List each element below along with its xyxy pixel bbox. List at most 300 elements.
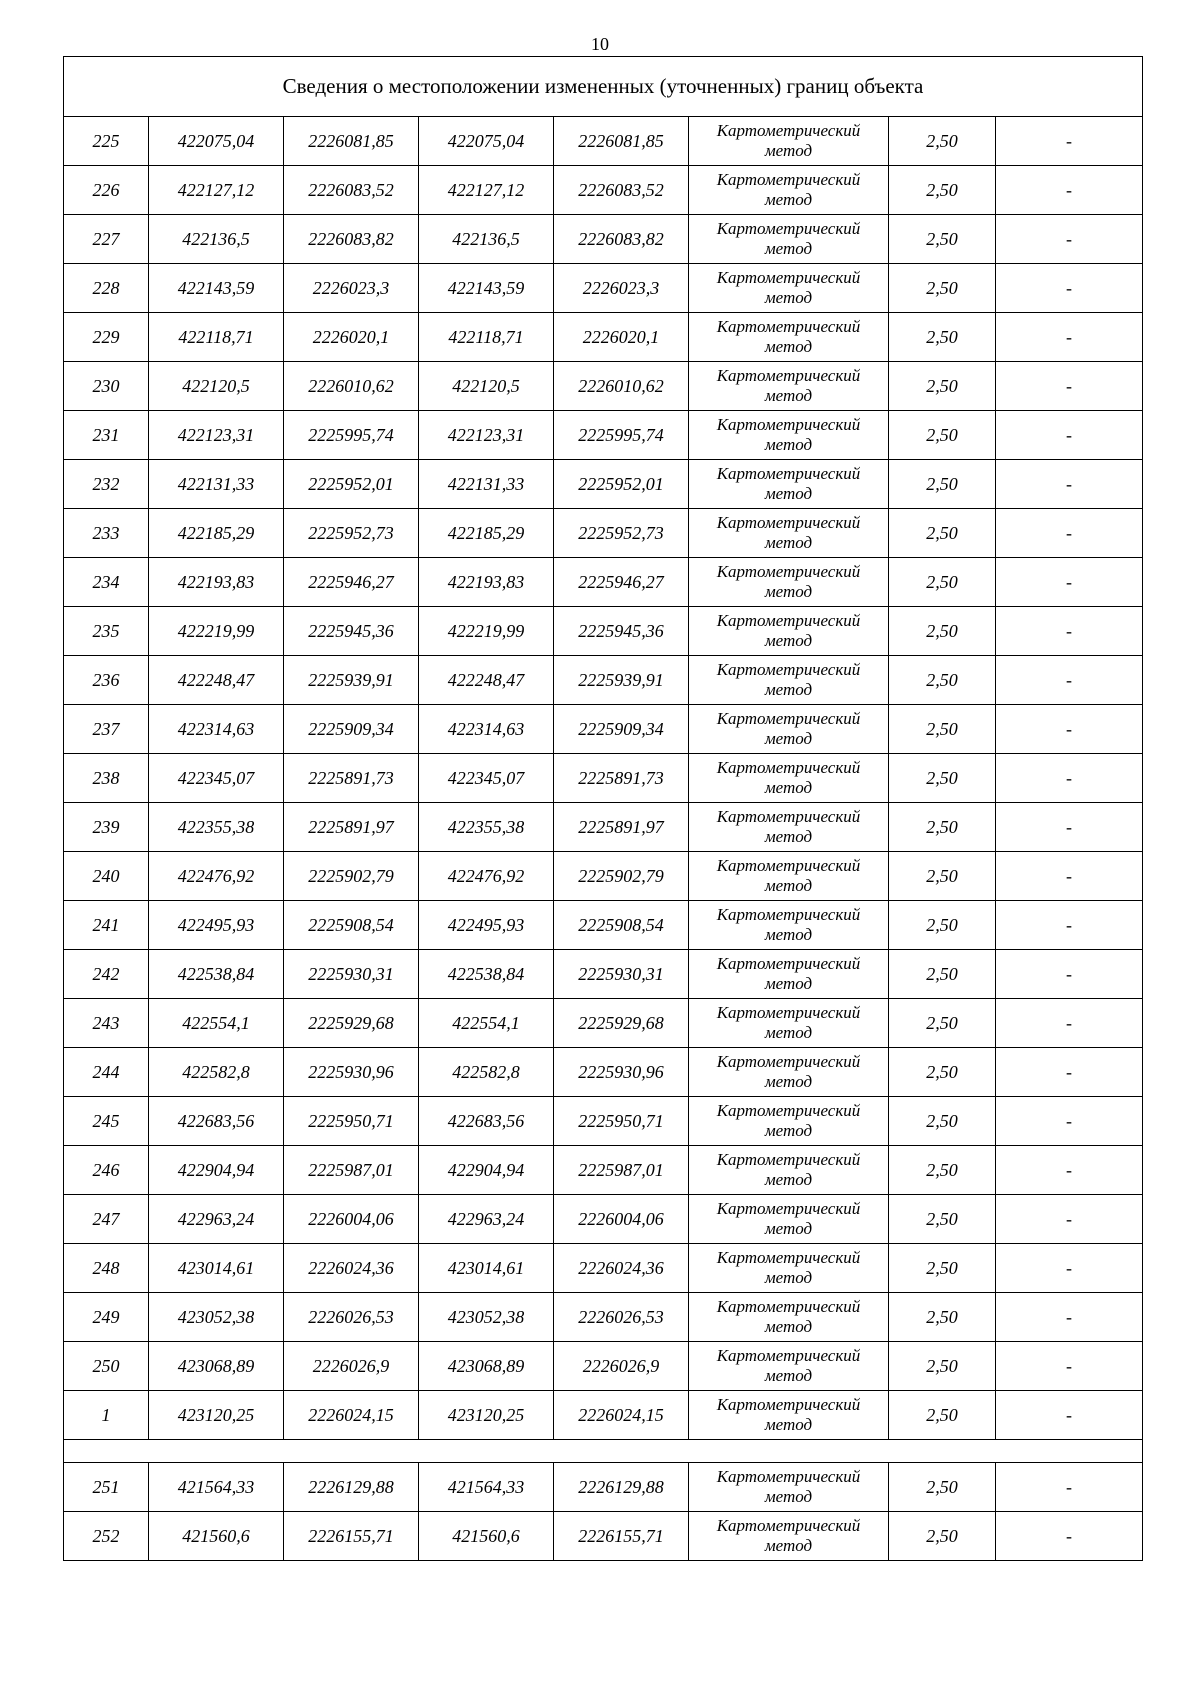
note-cell: - — [996, 852, 1143, 901]
x-existing-cell: 422345,07 — [149, 754, 284, 803]
method-line1: Картометрический — [716, 1150, 861, 1169]
method-cell — [689, 362, 889, 411]
method-cell — [689, 460, 889, 509]
accuracy-cell: 2,50 — [889, 999, 996, 1048]
y-existing-cell: 2226024,36 — [284, 1244, 419, 1293]
table-row — [64, 1048, 1143, 1097]
table-row — [64, 607, 1143, 656]
method-line1: Картометрический — [716, 1248, 861, 1267]
method-cell — [689, 852, 889, 901]
y-refined-cell: 2225946,27 — [554, 558, 689, 607]
table-row — [64, 950, 1143, 999]
table-row — [64, 1391, 1143, 1440]
accuracy-cell: 2,50 — [889, 754, 996, 803]
method-line1: Картометрический — [716, 807, 861, 826]
method-line1: Картометрический — [716, 121, 861, 140]
note-cell: - — [996, 1342, 1143, 1391]
y-refined-cell: 2225939,91 — [554, 656, 689, 705]
y-refined-cell: 2225902,79 — [554, 852, 689, 901]
x-existing-cell: 423068,89 — [149, 1342, 284, 1391]
note-cell: - — [996, 1048, 1143, 1097]
method-line2: метод — [764, 337, 813, 356]
method-line2: метод — [764, 680, 813, 699]
point-number-cell: 226 — [64, 166, 149, 215]
y-existing-cell: 2226083,52 — [284, 166, 419, 215]
note-cell: - — [996, 705, 1143, 754]
x-refined-cell: 422248,47 — [419, 656, 554, 705]
point-number-cell: 225 — [64, 117, 149, 166]
note-cell: - — [996, 950, 1143, 999]
method-line1: Картометрический — [716, 611, 861, 630]
y-refined-cell: 2226026,9 — [554, 1342, 689, 1391]
accuracy-cell: 2,50 — [889, 1097, 996, 1146]
method-line1: Картометрический — [716, 1003, 861, 1022]
x-refined-cell: 422136,5 — [419, 215, 554, 264]
accuracy-cell: 2,50 — [889, 264, 996, 313]
y-refined-cell: 2225950,71 — [554, 1097, 689, 1146]
table-row — [64, 362, 1143, 411]
method-line2: метод — [764, 190, 813, 209]
method-line1: Картометрический — [716, 758, 861, 777]
y-refined-cell: 2225891,97 — [554, 803, 689, 852]
accuracy-cell: 2,50 — [889, 558, 996, 607]
note-cell: - — [996, 1097, 1143, 1146]
x-existing-cell: 422219,99 — [149, 607, 284, 656]
point-number-cell: 227 — [64, 215, 149, 264]
y-existing-cell: 2225909,34 — [284, 705, 419, 754]
y-existing-cell: 2225987,01 — [284, 1146, 419, 1195]
accuracy-cell: 2,50 — [889, 117, 996, 166]
accuracy-cell: 2,50 — [889, 950, 996, 999]
y-existing-cell: 2225939,91 — [284, 656, 419, 705]
y-refined-cell: 2225930,96 — [554, 1048, 689, 1097]
y-refined-cell: 2225891,73 — [554, 754, 689, 803]
accuracy-cell: 2,50 — [889, 313, 996, 362]
y-existing-cell: 2226026,9 — [284, 1342, 419, 1391]
point-number-cell: 229 — [64, 313, 149, 362]
note-cell: - — [996, 901, 1143, 950]
method-line1: Картометрический — [716, 1467, 861, 1486]
accuracy-cell: 2,50 — [889, 1512, 996, 1561]
table-row — [64, 1195, 1143, 1244]
accuracy-cell: 2,50 — [889, 803, 996, 852]
method-cell — [689, 1391, 889, 1440]
y-existing-cell: 2225952,73 — [284, 509, 419, 558]
point-number-cell: 249 — [64, 1293, 149, 1342]
method-cell — [689, 901, 889, 950]
method-cell — [689, 215, 889, 264]
x-refined-cell: 422904,94 — [419, 1146, 554, 1195]
accuracy-cell: 2,50 — [889, 1244, 996, 1293]
table-row — [64, 215, 1143, 264]
y-refined-cell: 2226129,88 — [554, 1463, 689, 1512]
method-line1: Картометрический — [716, 1346, 861, 1365]
method-line2: метод — [764, 1023, 813, 1042]
y-refined-cell: 2225930,31 — [554, 950, 689, 999]
method-line2: метод — [764, 239, 813, 258]
note-cell: - — [996, 215, 1143, 264]
method-line2: метод — [764, 631, 813, 650]
x-refined-cell: 423052,38 — [419, 1293, 554, 1342]
x-refined-cell: 421564,33 — [419, 1463, 554, 1512]
table-row — [64, 411, 1143, 460]
method-line2: метод — [764, 1415, 813, 1434]
table-row — [64, 1097, 1143, 1146]
x-existing-cell: 422118,71 — [149, 313, 284, 362]
note-cell: - — [996, 656, 1143, 705]
note-cell: - — [996, 999, 1143, 1048]
table-title: Сведения о местоположении измененных (уточненных) границ объекта — [64, 57, 1143, 117]
method-line2: метод — [764, 1121, 813, 1140]
point-number-cell: 243 — [64, 999, 149, 1048]
method-line1: Картометрический — [716, 954, 861, 973]
table-row — [64, 1342, 1143, 1391]
x-existing-cell: 422131,33 — [149, 460, 284, 509]
accuracy-cell: 2,50 — [889, 656, 996, 705]
method-line2: метод — [764, 876, 813, 895]
method-line2: метод — [764, 729, 813, 748]
point-number-cell: 232 — [64, 460, 149, 509]
point-number-cell: 239 — [64, 803, 149, 852]
y-refined-cell: 2226024,15 — [554, 1391, 689, 1440]
note-cell: - — [996, 607, 1143, 656]
method-line1: Картометрический — [716, 1052, 861, 1071]
x-existing-cell: 422185,29 — [149, 509, 284, 558]
accuracy-cell: 2,50 — [889, 1342, 996, 1391]
method-line1: Картометрический — [716, 562, 861, 581]
accuracy-cell: 2,50 — [889, 509, 996, 558]
y-existing-cell: 2226004,06 — [284, 1195, 419, 1244]
x-existing-cell: 422248,47 — [149, 656, 284, 705]
method-cell — [689, 950, 889, 999]
method-line1: Картометрический — [716, 170, 861, 189]
x-refined-cell: 422120,5 — [419, 362, 554, 411]
method-cell — [689, 607, 889, 656]
table-row — [64, 509, 1143, 558]
method-cell — [689, 1146, 889, 1195]
accuracy-cell: 2,50 — [889, 411, 996, 460]
x-refined-cell: 423120,25 — [419, 1391, 554, 1440]
x-refined-cell: 422123,31 — [419, 411, 554, 460]
x-existing-cell: 423014,61 — [149, 1244, 284, 1293]
point-number-cell: 244 — [64, 1048, 149, 1097]
x-existing-cell: 422683,56 — [149, 1097, 284, 1146]
accuracy-cell: 2,50 — [889, 166, 996, 215]
x-refined-cell: 422476,92 — [419, 852, 554, 901]
method-cell — [689, 754, 889, 803]
table-row — [64, 803, 1143, 852]
point-number-cell: 237 — [64, 705, 149, 754]
accuracy-cell: 2,50 — [889, 1463, 996, 1512]
x-existing-cell: 422314,63 — [149, 705, 284, 754]
method-line2: метод — [764, 778, 813, 797]
method-line2: метод — [764, 1268, 813, 1287]
x-refined-cell: 423068,89 — [419, 1342, 554, 1391]
x-existing-cell: 422904,94 — [149, 1146, 284, 1195]
y-refined-cell: 2225952,73 — [554, 509, 689, 558]
y-refined-cell: 2226026,53 — [554, 1293, 689, 1342]
x-refined-cell: 422554,1 — [419, 999, 554, 1048]
method-cell — [689, 705, 889, 754]
method-cell — [689, 803, 889, 852]
y-refined-cell: 2226004,06 — [554, 1195, 689, 1244]
point-number-cell: 246 — [64, 1146, 149, 1195]
x-refined-cell: 422683,56 — [419, 1097, 554, 1146]
method-line1: Картометрический — [716, 856, 861, 875]
y-refined-cell: 2225945,36 — [554, 607, 689, 656]
x-existing-cell: 422582,8 — [149, 1048, 284, 1097]
x-refined-cell: 422314,63 — [419, 705, 554, 754]
x-refined-cell: 422127,12 — [419, 166, 554, 215]
table-row — [64, 1293, 1143, 1342]
x-existing-cell: 422193,83 — [149, 558, 284, 607]
y-existing-cell: 2225946,27 — [284, 558, 419, 607]
accuracy-cell: 2,50 — [889, 705, 996, 754]
point-number-cell: 247 — [64, 1195, 149, 1244]
x-refined-cell: 423014,61 — [419, 1244, 554, 1293]
point-number-cell: 245 — [64, 1097, 149, 1146]
method-line1: Картометрический — [716, 660, 861, 679]
method-line1: Картометрический — [716, 1199, 861, 1218]
method-line2: метод — [764, 386, 813, 405]
y-refined-cell: 2225929,68 — [554, 999, 689, 1048]
y-existing-cell: 2225908,54 — [284, 901, 419, 950]
y-existing-cell: 2225995,74 — [284, 411, 419, 460]
x-existing-cell: 422123,31 — [149, 411, 284, 460]
y-existing-cell: 2226024,15 — [284, 1391, 419, 1440]
y-existing-cell: 2226129,88 — [284, 1463, 419, 1512]
y-existing-cell: 2226023,3 — [284, 264, 419, 313]
table-row — [64, 166, 1143, 215]
method-cell — [689, 411, 889, 460]
y-existing-cell: 2226020,1 — [284, 313, 419, 362]
method-cell — [689, 656, 889, 705]
method-line1: Картометрический — [716, 1395, 861, 1414]
method-line2: метод — [764, 1366, 813, 1385]
accuracy-cell: 2,50 — [889, 1293, 996, 1342]
method-line1: Картометрический — [716, 513, 861, 532]
note-cell: - — [996, 1244, 1143, 1293]
y-refined-cell: 2226010,62 — [554, 362, 689, 411]
note-cell: - — [996, 362, 1143, 411]
x-existing-cell: 422963,24 — [149, 1195, 284, 1244]
method-cell — [689, 1195, 889, 1244]
point-number-cell: 230 — [64, 362, 149, 411]
method-cell — [689, 509, 889, 558]
x-refined-cell: 422075,04 — [419, 117, 554, 166]
method-cell — [689, 1244, 889, 1293]
method-cell — [689, 999, 889, 1048]
x-existing-cell: 422355,38 — [149, 803, 284, 852]
table-row — [64, 1146, 1143, 1195]
y-refined-cell: 2225987,01 — [554, 1146, 689, 1195]
note-cell: - — [996, 558, 1143, 607]
table-row — [64, 1463, 1143, 1512]
y-existing-cell: 2226083,82 — [284, 215, 419, 264]
point-number-cell: 228 — [64, 264, 149, 313]
x-existing-cell: 422538,84 — [149, 950, 284, 999]
x-existing-cell: 422143,59 — [149, 264, 284, 313]
note-cell: - — [996, 754, 1143, 803]
table-row — [64, 117, 1143, 166]
note-cell: - — [996, 803, 1143, 852]
method-line2: метод — [764, 1487, 813, 1506]
method-line2: метод — [764, 827, 813, 846]
x-existing-cell: 422075,04 — [149, 117, 284, 166]
table-row — [64, 460, 1143, 509]
method-line2: метод — [764, 974, 813, 993]
table-row — [64, 999, 1143, 1048]
separator-cell — [64, 1440, 1143, 1463]
y-existing-cell: 2226081,85 — [284, 117, 419, 166]
accuracy-cell: 2,50 — [889, 362, 996, 411]
method-line2: метод — [764, 1072, 813, 1091]
point-number-cell: 242 — [64, 950, 149, 999]
point-number-cell: 234 — [64, 558, 149, 607]
method-cell — [689, 313, 889, 362]
method-line2: метод — [764, 925, 813, 944]
note-cell: - — [996, 460, 1143, 509]
method-line2: метод — [764, 533, 813, 552]
contour-separator-row — [64, 1440, 1143, 1463]
table-body — [64, 57, 1143, 1561]
x-existing-cell: 422476,92 — [149, 852, 284, 901]
note-cell: - — [996, 411, 1143, 460]
table-row — [64, 754, 1143, 803]
x-refined-cell: 422345,07 — [419, 754, 554, 803]
method-cell — [689, 1463, 889, 1512]
method-line2: метод — [764, 582, 813, 601]
accuracy-cell: 2,50 — [889, 215, 996, 264]
point-number-cell: 233 — [64, 509, 149, 558]
y-refined-cell: 2226024,36 — [554, 1244, 689, 1293]
method-line1: Картометрический — [716, 219, 861, 238]
y-refined-cell: 2225909,34 — [554, 705, 689, 754]
method-line1: Картометрический — [716, 1516, 861, 1535]
x-refined-cell: 422118,71 — [419, 313, 554, 362]
x-existing-cell: 423052,38 — [149, 1293, 284, 1342]
x-refined-cell: 422131,33 — [419, 460, 554, 509]
note-cell: - — [996, 1512, 1143, 1561]
y-refined-cell: 2226155,71 — [554, 1512, 689, 1561]
method-line1: Картометрический — [716, 905, 861, 924]
method-cell — [689, 1048, 889, 1097]
y-existing-cell: 2225945,36 — [284, 607, 419, 656]
method-line2: метод — [764, 288, 813, 307]
method-line1: Картометрический — [716, 709, 861, 728]
method-line2: метод — [764, 1219, 813, 1238]
method-line2: метод — [764, 1317, 813, 1336]
table-row — [64, 705, 1143, 754]
y-existing-cell: 2225891,73 — [284, 754, 419, 803]
method-line1: Картометрический — [716, 1101, 861, 1120]
accuracy-cell: 2,50 — [889, 1048, 996, 1097]
method-cell — [689, 1342, 889, 1391]
point-number-cell: 241 — [64, 901, 149, 950]
table-row — [64, 264, 1143, 313]
note-cell: - — [996, 1146, 1143, 1195]
note-cell: - — [996, 1391, 1143, 1440]
x-refined-cell: 422355,38 — [419, 803, 554, 852]
note-cell: - — [996, 1293, 1143, 1342]
method-cell — [689, 117, 889, 166]
method-cell — [689, 264, 889, 313]
method-cell — [689, 1097, 889, 1146]
x-refined-cell: 422963,24 — [419, 1195, 554, 1244]
x-existing-cell: 422127,12 — [149, 166, 284, 215]
method-line2: метод — [764, 435, 813, 454]
method-line1: Картометрический — [716, 1297, 861, 1316]
x-existing-cell: 421564,33 — [149, 1463, 284, 1512]
method-cell — [689, 558, 889, 607]
point-number-cell: 235 — [64, 607, 149, 656]
x-refined-cell: 422495,93 — [419, 901, 554, 950]
method-cell — [689, 1293, 889, 1342]
point-number-cell: 236 — [64, 656, 149, 705]
y-existing-cell: 2225929,68 — [284, 999, 419, 1048]
point-number-cell: 238 — [64, 754, 149, 803]
accuracy-cell: 2,50 — [889, 852, 996, 901]
accuracy-cell: 2,50 — [889, 607, 996, 656]
x-refined-cell: 422143,59 — [419, 264, 554, 313]
x-existing-cell: 423120,25 — [149, 1391, 284, 1440]
y-refined-cell: 2226083,82 — [554, 215, 689, 264]
y-existing-cell: 2226010,62 — [284, 362, 419, 411]
accuracy-cell: 2,50 — [889, 901, 996, 950]
point-number-cell: 252 — [64, 1512, 149, 1561]
note-cell: - — [996, 509, 1143, 558]
point-number-cell: 231 — [64, 411, 149, 460]
y-existing-cell: 2225952,01 — [284, 460, 419, 509]
x-existing-cell: 422495,93 — [149, 901, 284, 950]
table-row — [64, 313, 1143, 362]
y-refined-cell: 2226081,85 — [554, 117, 689, 166]
method-line1: Картометрический — [716, 415, 861, 434]
point-number-cell: 250 — [64, 1342, 149, 1391]
y-refined-cell: 2226020,1 — [554, 313, 689, 362]
y-existing-cell: 2225930,96 — [284, 1048, 419, 1097]
x-refined-cell: 422582,8 — [419, 1048, 554, 1097]
x-refined-cell: 422219,99 — [419, 607, 554, 656]
note-cell: - — [996, 117, 1143, 166]
table-row — [64, 558, 1143, 607]
note-cell: - — [996, 1463, 1143, 1512]
y-existing-cell: 2225950,71 — [284, 1097, 419, 1146]
table-row — [64, 901, 1143, 950]
table-row — [64, 1244, 1143, 1293]
note-cell: - — [996, 166, 1143, 215]
method-cell — [689, 1512, 889, 1561]
x-existing-cell: 422136,5 — [149, 215, 284, 264]
y-refined-cell: 2226083,52 — [554, 166, 689, 215]
point-number-cell: 251 — [64, 1463, 149, 1512]
method-line2: метод — [764, 1536, 813, 1555]
x-refined-cell: 422538,84 — [419, 950, 554, 999]
table-row — [64, 852, 1143, 901]
method-line1: Картометрический — [716, 268, 861, 287]
note-cell: - — [996, 264, 1143, 313]
accuracy-cell: 2,50 — [889, 460, 996, 509]
y-refined-cell: 2226023,3 — [554, 264, 689, 313]
boundary-coordinates-table — [63, 56, 1143, 1561]
method-line1: Картометрический — [716, 366, 861, 385]
method-cell — [689, 166, 889, 215]
y-existing-cell: 2225902,79 — [284, 852, 419, 901]
table-row — [64, 1512, 1143, 1561]
y-existing-cell: 2226155,71 — [284, 1512, 419, 1561]
note-cell: - — [996, 313, 1143, 362]
accuracy-cell: 2,50 — [889, 1391, 996, 1440]
